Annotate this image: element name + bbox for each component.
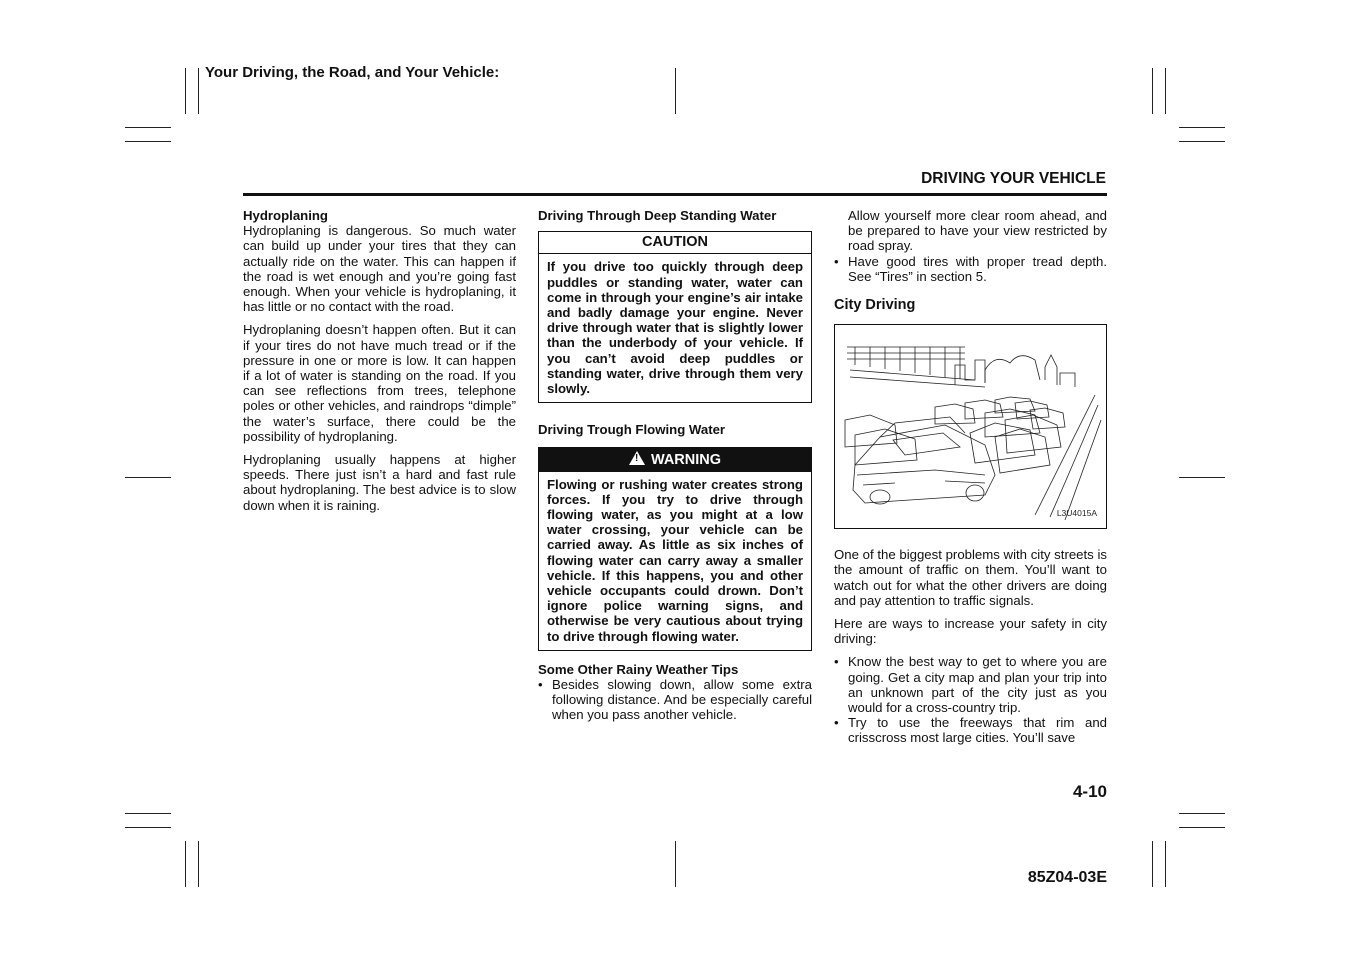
caution-box	[538, 231, 812, 403]
warning-triangle-icon: !	[629, 451, 645, 465]
warning-label: WARNING	[650, 452, 722, 469]
rainy-tips-list	[538, 677, 812, 723]
list-item: • Besides slowing down, allow some extra following distance. And be especially careful when you pass another vehicle.	[538, 677, 812, 723]
list-item: • Know the best way to get to where you are going. Get a city map and plan your trip into an unknown part of the city just as you would for a cross-country trip.	[834, 654, 1107, 715]
list-item: • Have good tires with proper tread depth. See “Tires” in section 5.	[834, 254, 1107, 284]
heading-deep-water: Driving Through Deep Standing Water	[538, 208, 777, 223]
heading-city-driving: City Driving	[834, 297, 916, 314]
tires-list	[834, 254, 1107, 284]
heading-flowing-water: Driving Trough Flowing Water	[538, 422, 726, 438]
column-1	[243, 208, 516, 521]
section-title: DRIVING YOUR VEHICLE	[921, 170, 1106, 187]
continued-paragraph: Allow yourself more clear room ahead, and be prepared to have your view restricted by road spray.	[848, 208, 1107, 254]
paragraph: Hydroplaning doesn’t happen often. But it can if your tires do not have much tread or if the pressure in one or more is low. It can happen if a lot of water is standing on the road. If you can see reflections from trees, telephone poles or other vehicles, and raindrops “dimple” the water’s surface, there could be the possibility of hydroplaning.	[243, 322, 516, 444]
figure-code: L3U4015A	[1056, 508, 1097, 519]
heading-hydroplaning: Hydroplaning	[243, 208, 328, 223]
warning-box	[538, 447, 812, 650]
paragraph: Hydroplaning usually happens at higher speeds. There just isn’t a hard and fast rule about hydroplaning. The best advice is to slow down when it is raining.	[243, 452, 516, 513]
running-head: Your Driving, the Road, and Your Vehicle:	[205, 64, 500, 81]
city-tips-list	[834, 654, 1107, 745]
document-code: 85Z04-03E	[1027, 869, 1107, 886]
list-item: • Try to use the freeways that rim and crisscross most large cities. You’ll save	[834, 715, 1107, 745]
paragraph: One of the biggest problems with city streets is the amount of traffic on them. You’ll want to watch out for what the other drivers are doing and pay attention to traffic signals.	[834, 547, 1107, 608]
paragraph: Hydroplaning is dangerous. So much water can build up under your tires that they can actually ride on the water. This can happen if the road is wet enough and you’re going fast enough. When your vehicle is hydroplaning, it has little or no contact with the road.	[243, 223, 516, 315]
caution-label: CAUTION	[539, 232, 811, 254]
traffic-drawing	[835, 325, 1106, 528]
caution-text: If you drive too quickly through deep puddles or standing water, water can come in through your engine’s air intake and badly damage your engine. Never drive through water that is slightly lower than the underbody of your vehicle. If you can’t avoid deep puddles or standing water, drive through them very slowly.	[547, 259, 803, 397]
heading-rainy-tips: Some Other Rainy Weather Tips	[538, 661, 739, 677]
column-2	[538, 208, 812, 723]
paragraph: Here are ways to increase your safety in city driving:	[834, 616, 1107, 647]
city-traffic-illustration	[834, 324, 1107, 529]
column-3	[834, 208, 1107, 746]
warning-text: Flowing or rushing water creates strong forces. If you try to drive through flowing water, as you might at a low water crossing, your vehicle can be carried away. As little as six inches of flowing water can carry away a smaller vehicle. If this happens, you and other vehicle occupants could drown. Don’t ignore police warning signs, and otherwise be very cautious about trying to drive through flowing water.	[547, 476, 803, 644]
title-rule	[243, 193, 1107, 196]
warning-header	[539, 448, 811, 471]
page-number: 4-10	[1072, 782, 1107, 801]
